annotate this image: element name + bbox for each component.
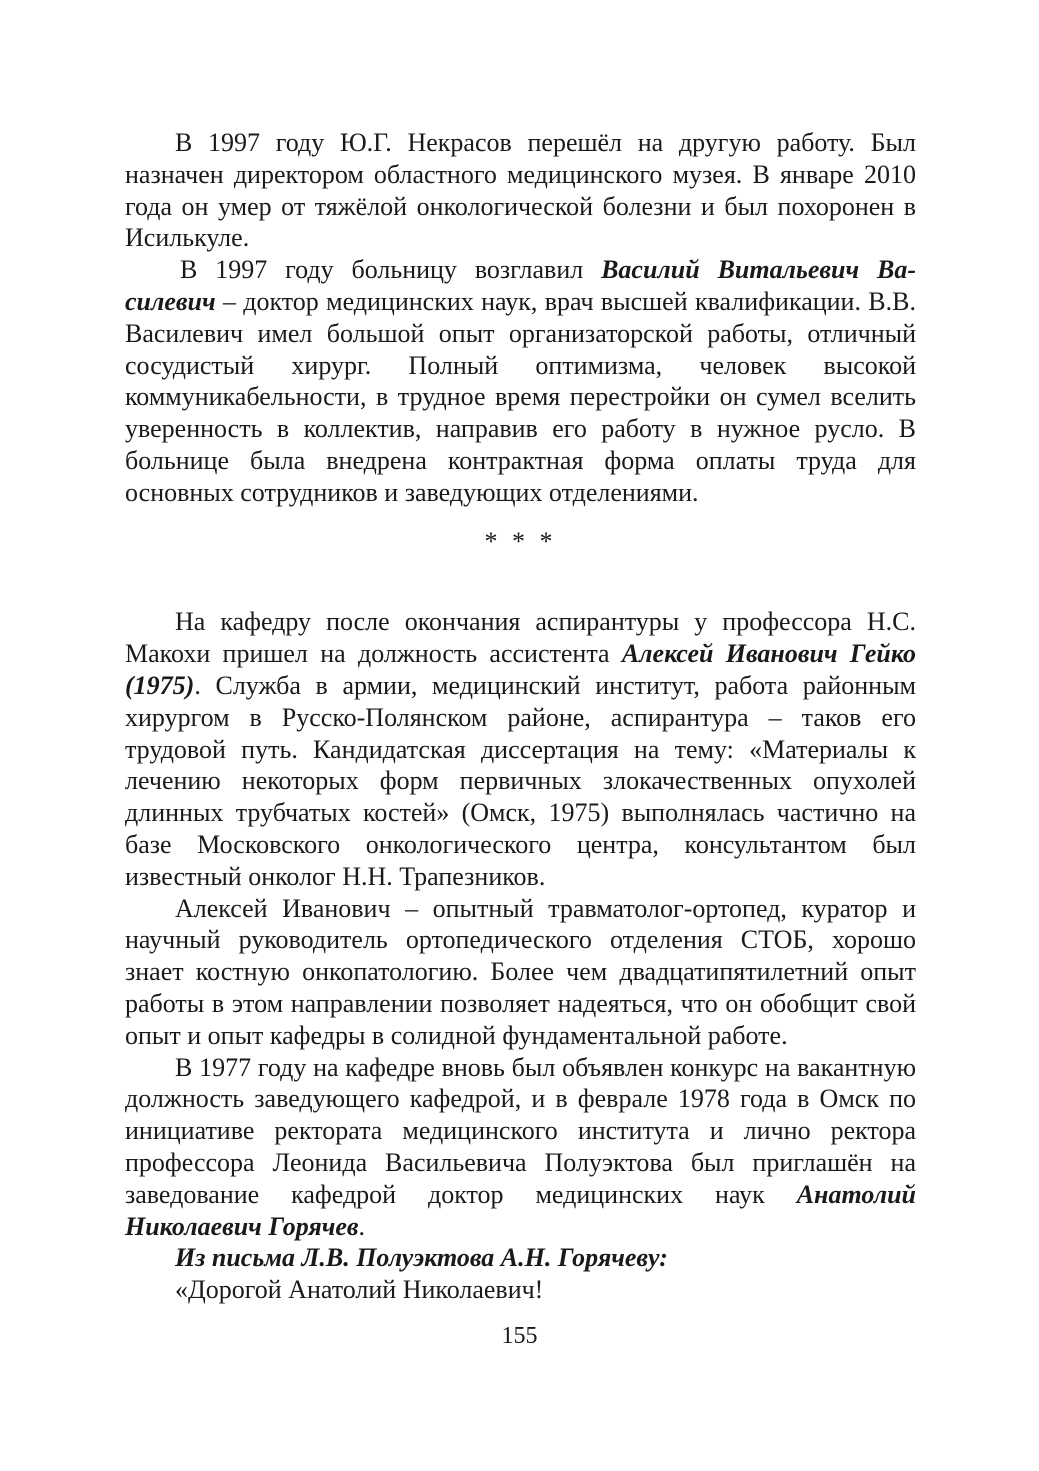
person-name-vasilevich: Василий Витальевич Василевич [125, 255, 916, 316]
paragraph-text: Алексей Иванович – опытный травматолог-ортопед, куратор и научный руководитель ортопедического отделения СТОБ, хорошо знает костную онкопатологию. Более чем двадцатипятилетний опыт работы в этом направлении позволяет надеяться, что он обобщит свой опыт и опыт кафедры в солидной фундаментальной работе. [125, 893, 916, 1050]
person-name-geiko: Алексей Иванович Гейко (1975) [125, 639, 917, 700]
paragraph-nekrasov [125, 127, 916, 254]
person-name-goryachev: Анатолий Николаевич Горячев [125, 1179, 916, 1241]
section-separator: * * * [484, 526, 557, 556]
paragraph-text-before: На кафедру после окончания аспирантуры у профессора Н.С. Макохи пришел на должность ассистента [125, 607, 916, 669]
letter-salutation-text: «Дорогой Анатолий Николаевич! [175, 1275, 544, 1305]
paragraph-text: В 1997 году Ю.Г. Некрасов перешёл на другую работу. Был назначен директором областного медицинского музея. В январе 2010 года он умер от тяжёлой онкологической болезни и был похоронен в Исилькуле. [125, 128, 916, 253]
paragraph-goryachev [125, 1052, 916, 1243]
paragraph-text-before: В 1997 году больницу возглавил [180, 255, 602, 285]
page-body [125, 127, 916, 1306]
paragraph-text-after: . [358, 1211, 366, 1241]
paragraph-vasilevich [125, 254, 916, 508]
letter-heading-text: Из письма Л.В. Полуэктова А.Н. Горячеву: [175, 1243, 668, 1273]
paragraph-text-after: . Служба в армии, медицинский институт, работа районным хирургом в Русско-Полянском районе, аспирантура – таков его трудовой путь. Кандидатская диссертация на тему: «Материалы к лечению некоторых форм первичных злокачественных опухолей длинных трубчатых костей» (Омск, 1975) выполнялась частично на базе Московского онкологического центра, консультантом был известный онколог Н.Н. Трапезников. [125, 670, 916, 891]
paragraph-text-before: В 1977 году на кафедре вновь был объявлен конкурс на вакантную должность заведующего кафедрой, и в феврале 1978 года в Омск по инициативе ректората медицинского института и лично ректора профессора Леонида Васильевича Полуэктова был приглашён на заведование кафедрой доктор медицинских наук [125, 1052, 916, 1209]
page-number: 155 [501, 1323, 538, 1349]
paragraph-text-after: – доктор медицинских наук, врач высшей квалификации. В.В. Василевич имел большой опыт организаторской работы, отличный сосудистый хирург. Полный оптимизма, человек высокой коммуникабельности, в трудное время перестройки он сумел вселить уверенность в коллектив, направив его работу в нужное русло. В больнице была внедрена контрактная форма оплаты труда для основных сотрудников и заведующих отделениями. [125, 286, 916, 507]
paragraph-geiko [125, 606, 916, 892]
paragraph-geiko-experience [125, 893, 916, 1052]
letter-salutation [125, 1274, 916, 1306]
letter-heading [125, 1242, 916, 1274]
